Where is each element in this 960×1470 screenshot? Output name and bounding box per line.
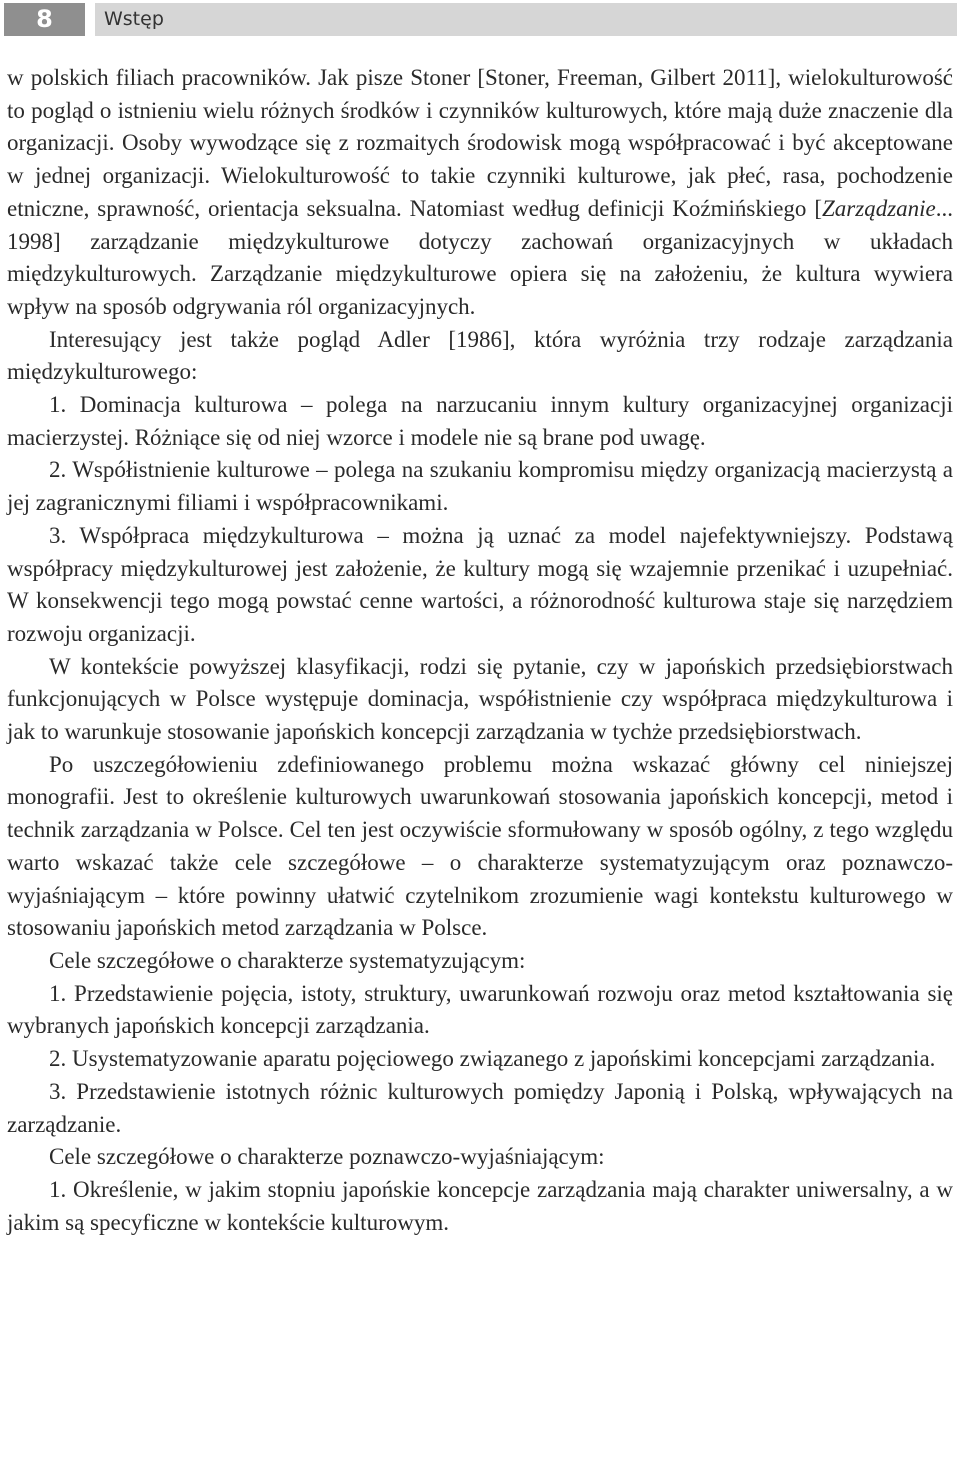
list-item: 3. Przedstawienie istotnych różnic kulturowych pomiędzy Japonią i Polską, wpływających na zarządzanie.: [7, 1078, 953, 1137]
paragraph: Cele szczegółowe o charakterze systematyzującym:: [49, 947, 526, 973]
paragraph-text: w polskich filiach pracowników. Jak pisze Stoner [Stoner, Freeman, Gilbert 2011], wielokulturowość to pogląd o istnieniu wielu różnych środków i czynników kulturowych, które mają duże znaczenie dla organizacji. Osoby wywodzące się z rozmaitych środowisk mogą współpracować i być akceptowane w jednej organizacji. Wielokulturowość to takie czynniki kulturowe, jak płeć, rasa, pochodzenie etniczne, sprawność, orientacja seksualna. Natomiast według definicji Koźmińskiego [: [7, 65, 953, 221]
paragraph: Interesujący jest także pogląd Adler [1986], która wyróżnia trzy rodzaje zarządzania międzykulturowego:: [7, 326, 953, 385]
list-item: 1. Określenie, w jakim stopniu japońskie koncepcje zarządzania mają charakter uniwersalny, a w jakim są specyficzne w kontekście kulturowym.: [7, 1176, 953, 1235]
list-item: 1. Przedstawienie pojęcia, istoty, struktury, uwarunkowań rozwoju oraz metod kształtowania się wybranych japońskich koncepcji zarządzania.: [7, 980, 953, 1039]
italic-title: Zarządzanie: [822, 195, 936, 221]
paragraph: Po uszczegółowieniu zdefiniowanego problemu można wskazać główny cel niniejszej monografii. Jest to określenie kulturowych uwarunkowań stosowania japońskich koncepcji, metod i technik zarządzania w Polsce. Cel ten jest oczywiście sformułowany w sposób ogólny, z tego względu warto wskazać także cele szczegółowe – o charakterze systematyzującym oraz poznawczo-wyjaśniającym – które powinny ułatwić czytelnikom zrozumienie wagi kontekstu kulturowego w stosowaniu japońskich metod zarządzania w Polsce.: [7, 751, 953, 941]
body-text: [7, 62, 953, 1239]
paragraph: Cele szczegółowe o charakterze poznawczo-wyjaśniającym:: [49, 1144, 605, 1170]
page-number: 8: [4, 3, 85, 36]
list-item: 3. Współpraca międzykulturowa – można ją uznać za model najefektywniejszy. Podstawą współpracy międzykulturowej jest założenie, że kultury mogą się wzajemnie przenikać i uzupełniać. W konsekwencji tego mogą powstać cenne wartości, a różnorodność kulturowa staje się narzędziem rozwoju organizacji.: [7, 522, 953, 646]
list-item: 2. Usystematyzowanie aparatu pojęciowego związanego z japońskimi koncepcjami zarządzania.: [49, 1046, 936, 1072]
paragraph: [7, 62, 953, 324]
chapter-title: Wstęp: [95, 3, 957, 36]
page-header: [0, 0, 960, 38]
paragraph-text: ... 1998] zarządzanie międzykulturowe dotyczy zachowań organizacyjnych w układach międzykulturowych. Zarządzanie międzykulturowe opiera się na założeniu, że kultura wywiera wpływ na sposób odgrywania ról organizacyjnych.: [7, 195, 953, 319]
list-item: 2. Współistnienie kulturowe – polega na szukaniu kompromisu między organizacją macierzystą a jej zagranicznymi filiami i współpracownikami.: [7, 457, 953, 516]
list-item: 1. Dominacja kulturowa – polega na narzucaniu innym kultury organizacyjnej organizacji macierzystej. Różniące się od niej wzorce i modele nie są brane pod uwagę.: [7, 392, 953, 450]
paragraph: W kontekście powyższej klasyfikacji, rodzi się pytanie, czy w japońskich przedsiębiorstwach funkcjonujących w Polsce występuje dominacja, współistnienie czy współpraca międzykulturowa i jak to warunkuje stosowanie japońskich koncepcji zarządzania w tychże przedsiębiorstwach.: [7, 653, 953, 745]
